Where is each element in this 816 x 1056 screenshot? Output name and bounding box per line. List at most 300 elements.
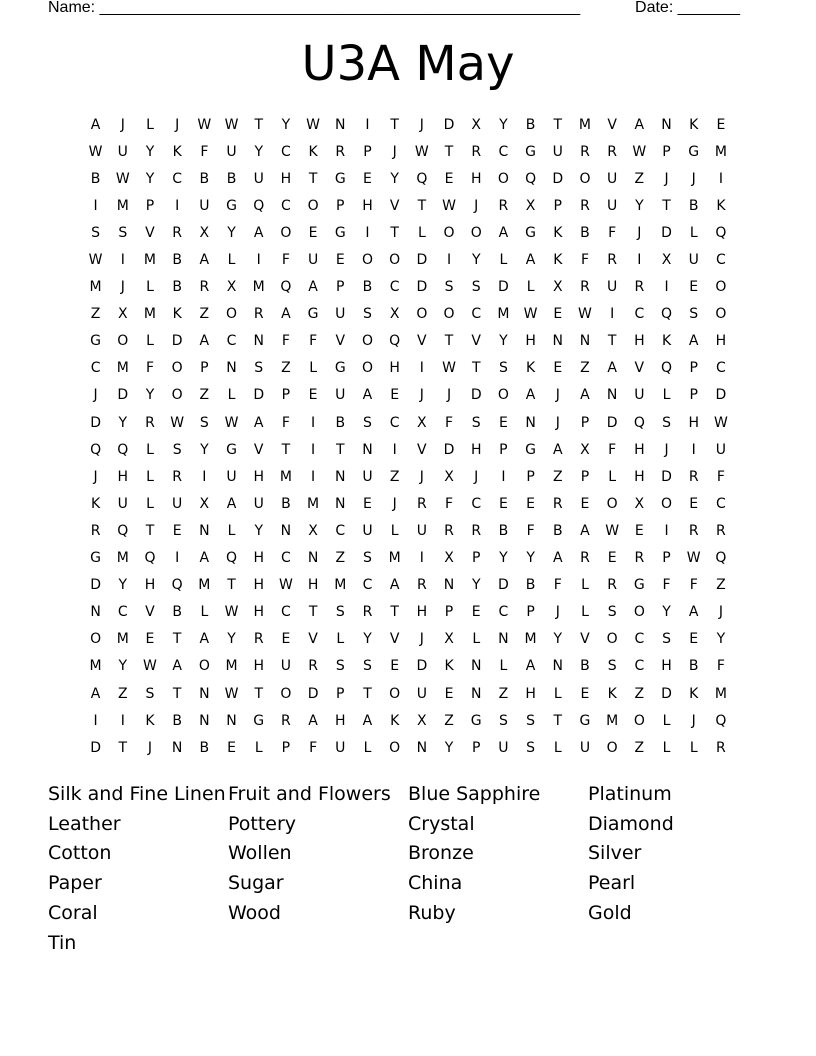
grid-cell[interactable]: M [388,550,401,567]
grid-cell[interactable]: T [390,604,399,621]
grid-cell[interactable]: N [199,685,210,702]
grid-cell[interactable]: N [335,468,346,485]
grid-cell[interactable]: R [688,468,699,485]
grid-cell[interactable]: U [199,197,210,214]
grid-cell[interactable]: G [525,441,537,458]
grid-cell[interactable]: W [224,604,239,621]
grid-cell[interactable]: E [580,495,590,512]
grid-cell[interactable]: F [716,658,725,675]
grid-cell[interactable]: N [579,333,591,350]
grid-cell[interactable]: L [472,631,481,648]
grid-cell[interactable]: Q [117,522,129,539]
grid-cell[interactable]: O [171,360,183,377]
grid-cell[interactable]: C [226,333,237,350]
grid-cell[interactable]: L [608,468,617,485]
grid-cell[interactable]: R [607,252,618,269]
grid-cell[interactable]: T [363,685,372,702]
grid-cell[interactable]: U [117,495,128,512]
grid-cell[interactable]: X [552,279,563,296]
grid-cell[interactable]: E [689,495,699,512]
grid-cell[interactable]: S [172,441,182,458]
grid-cell[interactable]: J [392,495,397,512]
grid-cell[interactable]: Z [634,170,645,187]
grid-cell[interactable]: N [470,658,482,675]
grid-cell[interactable]: H [307,577,319,594]
grid-cell[interactable]: L [581,577,589,594]
grid-cell[interactable]: H [253,468,264,485]
grid-cell[interactable]: V [607,116,617,133]
grid-cell[interactable]: G [226,441,237,458]
grid-cell[interactable]: J [446,387,452,404]
grid-cell[interactable]: P [336,685,345,702]
grid-cell[interactable]: C [498,604,509,621]
grid-cell[interactable]: C [634,631,645,648]
grid-cell[interactable]: T [444,333,454,350]
grid-cell[interactable]: Y [254,522,263,539]
grid-cell[interactable]: A [389,577,400,594]
grid-cell[interactable]: L [581,604,589,621]
grid-cell[interactable]: A [580,387,590,404]
grid-cell[interactable]: S [607,604,617,621]
grid-cell[interactable]: Y [662,604,671,621]
grid-cell[interactable]: P [145,197,155,214]
grid-cell[interactable]: Y [227,224,236,241]
grid-cell[interactable]: Y [716,631,726,648]
grid-cell[interactable]: U [253,495,264,512]
grid-cell[interactable]: R [607,577,618,594]
grid-cell[interactable]: O [389,739,401,756]
grid-cell[interactable]: U [307,252,319,269]
grid-cell[interactable]: M [714,143,727,160]
grid-cell[interactable]: J [691,712,696,729]
grid-cell[interactable]: T [607,333,617,350]
grid-cell[interactable]: Y [635,197,644,214]
grid-cell[interactable]: N [470,685,482,702]
grid-cell[interactable]: P [526,604,535,621]
grid-cell[interactable]: C [281,604,291,621]
grid-cell[interactable]: D [253,387,265,404]
grid-cell[interactable]: N [552,658,564,675]
grid-cell[interactable]: G [525,143,537,160]
grid-cell[interactable]: M [116,550,129,567]
grid-cell[interactable]: W [224,414,239,431]
grid-cell[interactable]: L [499,252,508,269]
grid-cell[interactable]: S [118,224,128,241]
grid-cell[interactable]: J [120,116,125,133]
grid-cell[interactable]: C [716,360,726,377]
grid-cell[interactable]: L [689,739,698,756]
grid-cell[interactable]: I [93,197,98,214]
grid-cell[interactable]: H [253,658,264,675]
grid-cell[interactable]: M [606,712,619,729]
grid-cell[interactable]: D [90,414,101,431]
grid-cell[interactable]: K [661,333,672,350]
grid-cell[interactable]: A [199,631,210,648]
grid-cell[interactable]: L [146,441,154,458]
grid-cell[interactable]: D [171,333,183,350]
grid-cell[interactable]: F [689,577,698,594]
grid-cell[interactable]: O [361,360,373,377]
grid-cell[interactable]: A [308,712,318,729]
grid-cell[interactable]: N [307,550,319,567]
grid-cell[interactable]: U [552,143,563,160]
grid-cell[interactable]: S [363,414,372,431]
grid-cell[interactable]: T [172,631,182,648]
grid-cell[interactable]: J [147,739,153,756]
grid-cell[interactable]: X [525,197,536,214]
grid-cell[interactable]: R [471,143,482,160]
grid-cell[interactable]: O [497,387,509,404]
grid-cell[interactable]: V [145,224,155,241]
grid-cell[interactable]: D [661,224,672,241]
grid-cell[interactable]: I [120,712,125,729]
grid-cell[interactable]: U [607,170,618,187]
grid-cell[interactable]: I [365,116,370,133]
grid-cell[interactable]: U [634,387,645,404]
grid-cell[interactable]: D [443,441,455,458]
grid-cell[interactable]: W [442,360,456,377]
grid-cell[interactable]: K [689,116,699,133]
grid-cell[interactable]: U [335,739,346,756]
grid-cell[interactable]: C [716,252,726,269]
grid-cell[interactable]: R [634,279,645,296]
grid-cell[interactable]: Y [200,441,209,458]
grid-cell[interactable]: J [419,631,424,648]
grid-cell[interactable]: Z [634,739,645,756]
grid-cell[interactable]: J [474,468,479,485]
grid-cell[interactable]: T [281,441,291,458]
grid-cell[interactable]: B [226,170,237,187]
grid-cell[interactable]: O [361,333,373,350]
grid-cell[interactable]: I [419,360,424,377]
grid-cell[interactable]: U [715,441,727,458]
grid-cell[interactable]: B [199,170,210,187]
grid-cell[interactable]: A [688,604,699,621]
grid-cell[interactable]: R [580,279,590,296]
grid-cell[interactable]: J [419,116,424,133]
grid-cell[interactable]: P [499,441,508,458]
grid-cell[interactable]: R [416,495,427,512]
grid-cell[interactable]: O [633,604,645,621]
grid-cell[interactable]: W [578,306,592,323]
grid-cell[interactable]: B [281,495,291,512]
grid-cell[interactable]: C [335,522,346,539]
grid-cell[interactable]: R [607,143,618,160]
grid-cell[interactable]: W [115,170,130,187]
grid-cell[interactable]: T [308,170,318,187]
grid-cell[interactable]: Q [280,279,292,296]
grid-cell[interactable]: R [335,143,346,160]
grid-cell[interactable]: P [662,143,671,160]
grid-cell[interactable]: E [390,658,400,675]
grid-cell[interactable]: P [471,739,481,756]
grid-cell[interactable]: S [662,414,671,431]
grid-cell[interactable]: J [555,604,560,621]
grid-cell[interactable]: H [634,441,645,458]
grid-cell[interactable]: J [691,170,696,187]
grid-cell[interactable]: C [471,306,482,323]
grid-cell[interactable]: R [308,658,318,675]
grid-cell[interactable]: O [715,306,727,323]
grid-cell[interactable]: Y [118,414,128,431]
grid-cell[interactable]: G [334,170,346,187]
grid-cell[interactable]: O [416,306,428,323]
grid-cell[interactable]: C [634,306,645,323]
grid-cell[interactable]: E [634,522,644,539]
grid-cell[interactable]: N [525,414,536,431]
grid-cell[interactable]: B [335,414,346,431]
grid-cell[interactable]: M [252,279,265,296]
grid-cell[interactable]: W [88,252,103,269]
grid-cell[interactable]: S [444,279,454,296]
grid-cell[interactable]: N [171,739,183,756]
grid-cell[interactable]: O [90,631,102,648]
grid-cell[interactable]: R [145,414,155,431]
grid-cell[interactable]: F [445,414,454,431]
grid-cell[interactable]: E [553,360,563,377]
grid-cell[interactable]: P [553,197,562,214]
grid-cell[interactable]: A [498,224,509,241]
grid-cell[interactable]: E [390,387,400,404]
grid-cell[interactable]: Q [253,197,265,214]
grid-cell[interactable]: R [634,550,645,567]
grid-cell[interactable]: O [633,712,645,729]
grid-cell[interactable]: C [172,170,183,187]
grid-cell[interactable]: T [254,685,263,702]
grid-cell[interactable]: F [526,522,535,539]
grid-cell[interactable]: G [90,333,102,350]
grid-cell[interactable]: P [580,468,590,485]
grid-cell[interactable]: I [664,522,669,539]
grid-cell[interactable]: L [553,685,562,702]
grid-cell[interactable]: P [336,279,345,296]
grid-cell[interactable]: L [363,739,372,756]
grid-cell[interactable]: I [392,441,397,458]
grid-cell[interactable]: G [253,712,265,729]
grid-cell[interactable]: T [336,441,345,458]
name-field-label[interactable]: Name: ______________________________________________________ [48,0,581,16]
grid-cell[interactable]: P [363,143,372,160]
grid-cell[interactable]: T [471,360,481,377]
grid-cell[interactable]: N [253,333,264,350]
grid-cell[interactable]: K [145,712,155,729]
grid-cell[interactable]: R [362,604,373,621]
grid-cell[interactable]: S [662,631,671,648]
grid-cell[interactable]: U [607,197,618,214]
grid-cell[interactable]: H [389,360,400,377]
grid-cell[interactable]: T [417,197,427,214]
grid-cell[interactable]: Y [118,658,128,675]
grid-cell[interactable]: O [443,224,455,241]
grid-cell[interactable]: F [608,224,617,241]
grid-cell[interactable]: I [256,252,261,269]
grid-cell[interactable]: H [634,468,645,485]
grid-cell[interactable]: K [172,306,182,323]
grid-cell[interactable]: J [664,170,669,187]
grid-cell[interactable]: Q [715,224,727,241]
grid-cell[interactable]: M [89,658,102,675]
grid-cell[interactable]: J [474,197,479,214]
grid-cell[interactable]: C [281,197,291,214]
grid-cell[interactable]: V [417,333,427,350]
grid-cell[interactable]: A [226,495,237,512]
grid-cell[interactable]: M [524,631,537,648]
grid-cell[interactable]: Y [390,170,399,187]
grid-cell[interactable]: F [281,252,290,269]
grid-cell[interactable]: T [118,739,128,756]
grid-cell[interactable]: O [389,252,401,269]
grid-cell[interactable]: N [226,712,237,729]
grid-cell[interactable]: M [198,577,211,594]
grid-cell[interactable]: U [172,495,183,512]
grid-cell[interactable]: S [526,712,536,729]
grid-cell[interactable]: W [224,685,239,702]
grid-cell[interactable]: V [389,197,400,214]
grid-cell[interactable]: F [145,360,154,377]
grid-cell[interactable]: P [444,604,454,621]
grid-cell[interactable]: S [363,658,372,675]
grid-cell[interactable]: S [91,224,101,241]
grid-cell[interactable]: N [443,577,455,594]
grid-cell[interactable]: A [580,522,590,539]
grid-cell[interactable]: L [553,739,562,756]
grid-cell[interactable]: L [254,739,263,756]
grid-cell[interactable]: D [90,577,101,594]
grid-cell[interactable]: B [688,197,699,214]
grid-cell[interactable]: X [444,550,454,567]
grid-cell[interactable]: O [661,495,673,512]
grid-cell[interactable]: R [172,468,183,485]
grid-cell[interactable]: Z [389,468,400,485]
grid-cell[interactable]: L [146,333,154,350]
grid-cell[interactable]: D [498,577,509,594]
grid-cell[interactable]: W [523,306,538,323]
grid-cell[interactable]: Z [580,360,590,377]
grid-cell[interactable]: O [715,279,727,296]
grid-cell[interactable]: L [146,468,154,485]
grid-cell[interactable]: E [498,495,508,512]
grid-cell[interactable]: O [117,333,129,350]
grid-cell[interactable]: L [146,495,154,512]
grid-cell[interactable]: O [389,685,401,702]
grid-cell[interactable]: E [689,279,699,296]
grid-cell[interactable]: N [606,387,618,404]
grid-cell[interactable]: J [555,387,560,404]
grid-cell[interactable]: X [226,279,237,296]
grid-cell[interactable]: I [419,550,424,567]
grid-cell[interactable]: N [90,604,101,621]
grid-cell[interactable]: B [172,712,182,729]
grid-cell[interactable]: J [555,414,560,431]
grid-cell[interactable]: Y [118,577,128,594]
grid-cell[interactable]: C [117,604,128,621]
grid-cell[interactable]: Y [444,739,454,756]
grid-cell[interactable]: S [498,712,508,729]
grid-cell[interactable]: H [470,170,482,187]
grid-cell[interactable]: C [389,279,400,296]
grid-cell[interactable]: D [443,116,455,133]
grid-cell[interactable]: T [390,116,399,133]
grid-cell[interactable]: A [199,333,210,350]
grid-cell[interactable]: N [661,116,672,133]
grid-cell[interactable]: K [390,712,400,729]
grid-cell[interactable]: F [309,333,318,350]
grid-cell[interactable]: U [226,468,237,485]
grid-cell[interactable]: Z [552,468,563,485]
grid-cell[interactable]: Z [444,712,454,729]
grid-cell[interactable]: E [335,252,345,269]
grid-cell[interactable]: S [526,739,536,756]
grid-cell[interactable]: Y [281,116,291,133]
grid-cell[interactable]: P [689,360,698,377]
grid-cell[interactable]: M [334,577,347,594]
grid-cell[interactable]: M [116,197,129,214]
grid-cell[interactable]: I [120,252,125,269]
grid-cell[interactable]: V [471,333,481,350]
grid-cell[interactable]: U [607,279,618,296]
grid-cell[interactable]: H [335,712,346,729]
grid-cell[interactable]: R [580,550,590,567]
grid-cell[interactable]: R [90,522,101,539]
grid-cell[interactable]: G [688,143,700,160]
grid-cell[interactable]: X [580,441,590,458]
grid-cell[interactable]: Q [633,414,645,431]
grid-cell[interactable]: Y [471,252,481,269]
grid-cell[interactable]: L [526,279,535,296]
grid-cell[interactable]: V [634,360,645,377]
grid-cell[interactable]: F [281,333,290,350]
grid-cell[interactable]: A [362,712,373,729]
grid-cell[interactable]: D [661,685,672,702]
grid-cell[interactable]: S [254,360,264,377]
grid-cell[interactable]: R [281,712,291,729]
grid-cell[interactable]: U [416,522,427,539]
date-field-label[interactable]: Date: _______ [635,0,740,16]
grid-cell[interactable]: C [281,143,291,160]
grid-cell[interactable]: O [226,306,238,323]
grid-cell[interactable]: J [664,441,669,458]
grid-cell[interactable]: E [444,170,454,187]
grid-cell[interactable]: N [199,522,210,539]
grid-cell[interactable]: X [308,522,318,539]
grid-cell[interactable]: H [470,441,482,458]
grid-cell[interactable]: Y [145,143,155,160]
grid-cell[interactable]: P [580,414,590,431]
grid-cell[interactable]: D [416,279,428,296]
grid-cell[interactable]: E [363,170,372,187]
grid-cell[interactable]: M [307,495,320,512]
grid-cell[interactable]: D [90,739,101,756]
grid-cell[interactable]: I [311,441,316,458]
grid-cell[interactable]: B [172,252,182,269]
grid-cell[interactable]: J [93,387,98,404]
grid-cell[interactable]: D [470,387,482,404]
grid-cell[interactable]: E [498,414,508,431]
grid-cell[interactable]: A [199,252,210,269]
grid-cell[interactable]: S [335,604,345,621]
grid-cell[interactable]: U [253,170,264,187]
grid-cell[interactable]: I [311,414,316,431]
grid-cell[interactable]: I [501,468,506,485]
grid-cell[interactable]: Z [281,360,291,377]
grid-cell[interactable]: L [336,631,345,648]
grid-cell[interactable]: I [446,252,452,269]
grid-cell[interactable]: A [634,116,645,133]
grid-cell[interactable]: E [363,495,372,512]
grid-cell[interactable]: J [718,604,723,621]
grid-cell[interactable]: H [525,333,536,350]
grid-cell[interactable]: S [363,306,372,323]
